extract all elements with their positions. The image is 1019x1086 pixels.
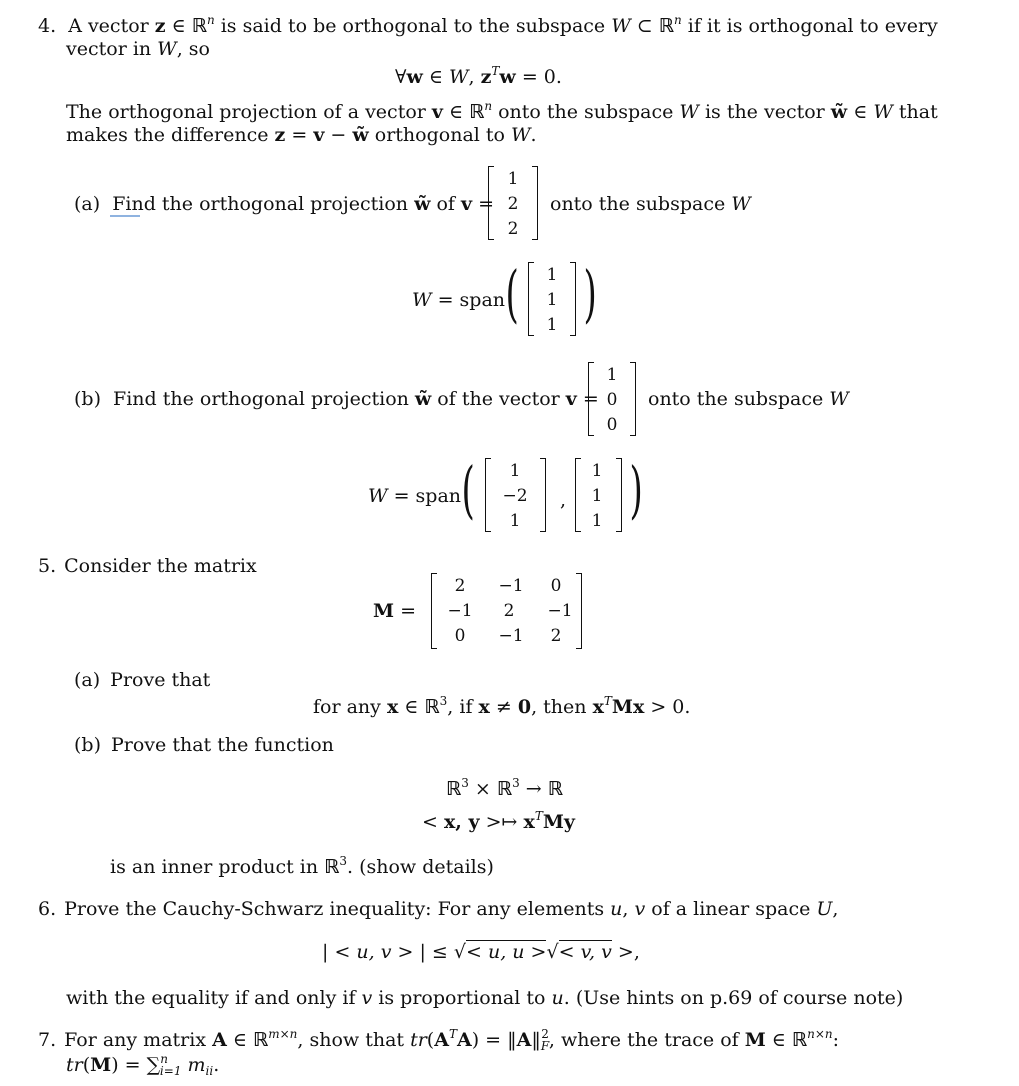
vector-v-left-bracket xyxy=(588,362,594,436)
cauchy-schwarz-inequality: | < u, v > | ≤ √< u, u >√< v, v >, xyxy=(322,941,640,963)
equality-condition: with the equality if and only if v is proportional to u. (Use hints on p.69 of course note) xyxy=(66,987,904,1009)
matrix-M-label: M = xyxy=(373,600,417,622)
span-vector-entry: 1 xyxy=(546,315,558,335)
part-5a-label: (a) Prove that xyxy=(74,669,211,691)
vector-v-entry: 2 xyxy=(507,219,519,239)
matrix-entry: 2 xyxy=(454,576,466,596)
vector-v-left-bracket xyxy=(488,166,494,240)
inner-product-statement: is an inner product in ℝ$^3$. (show details) xyxy=(110,854,494,878)
span-vector-1-left-bracket xyxy=(485,458,491,532)
vector-v-entry: 1 xyxy=(606,365,618,385)
part-4b-statement: (b) Find the orthogonal projection w̃ of the vector v = xyxy=(74,388,599,410)
span-vector-2-entry: 1 xyxy=(591,486,603,506)
matrix-entry: 2 xyxy=(550,626,562,646)
vector-v-entry: 2 xyxy=(507,194,519,214)
problem-4-line-1: 4. A vector z ∈ ℝ$^n$ is said to be orthogonal to the subspace W ⊂ ℝ$^n$ if it is orthogonal to every xyxy=(38,13,938,37)
problem-7-line-1: 7. For any matrix A ∈ ℝ$^{m\times n}$, show that $tr(A^TA)$ = $‖A‖_F^2$, where the trace of M ∈ ℝ$^{n\times n}$: xyxy=(38,1027,840,1053)
span-vector-2-left-bracket xyxy=(575,458,581,532)
vector-v-right-bracket xyxy=(630,362,636,436)
problem-4-line-2: vector in W, so xyxy=(66,38,210,60)
matrix-entry: −1 xyxy=(498,576,524,596)
positive-definite-statement: for any x ∈ ℝ$^3$, if x ≠ 0, then $x^TMx > 0$. xyxy=(313,694,691,718)
span-comma: , xyxy=(560,489,567,511)
open-paren: ( xyxy=(505,257,519,330)
inner-product-domain: ℝ$^3$ × ℝ$^3$ → ℝ xyxy=(446,776,563,800)
vector-v-entry: 0 xyxy=(606,415,618,435)
vector-v-right-bracket xyxy=(532,166,538,240)
close-paren: ) xyxy=(629,453,643,526)
span-vector-1-entry: 1 xyxy=(509,511,521,531)
vector-v-entry: 0 xyxy=(606,390,618,410)
part-4a-onto: onto the subspace W xyxy=(550,193,751,215)
problem-5-statement: 5. Consider the matrix xyxy=(38,555,257,577)
matrix-entry: 0 xyxy=(454,626,466,646)
matrix-left-bracket xyxy=(431,573,437,649)
span-vector-2-right-bracket xyxy=(616,458,622,532)
spellcheck-underline xyxy=(110,215,140,217)
problem-4-line-3: The orthogonal projection of a vector v ∈ ℝ$^n$ onto the subspace W is the vector w̃ ∈ W that xyxy=(66,99,938,123)
span-vector-1-right-bracket xyxy=(540,458,546,532)
part-4b-onto: onto the subspace W xyxy=(648,388,849,410)
part-5b-label: (b) Prove that the function xyxy=(74,734,334,756)
problem-6-statement: 6. Prove the Cauchy-Schwarz inequality: For any elements u, v of a linear space U, xyxy=(38,898,839,920)
part-4a-statement: (a) Find the orthogonal projection w̃ of v = xyxy=(74,193,495,215)
span-vector-2-entry: 1 xyxy=(591,461,603,481)
span-vector-1-entry: −2 xyxy=(502,486,528,506)
matrix-entry: −1 xyxy=(547,601,573,621)
span-vector-1-entry: 1 xyxy=(509,461,521,481)
span-W-4b: W = span xyxy=(368,485,462,507)
span-vector-left-bracket xyxy=(528,262,534,336)
problem-4-line-4: makes the difference z = v − w̃ orthogonal to W. xyxy=(66,124,537,146)
problem-7-line-2: tr(M) = ∑$^n_{i=1}$ $m_{ii}$. xyxy=(66,1052,220,1078)
span-W-4a: W = span xyxy=(412,289,506,311)
vector-v-entry: 1 xyxy=(507,169,519,189)
matrix-entry: −1 xyxy=(447,601,473,621)
span-vector-right-bracket xyxy=(570,262,576,336)
inner-product-mapping: < x, y >↦ $x^TMy$ xyxy=(422,809,575,833)
matrix-entry: 2 xyxy=(503,601,515,621)
matrix-entry: −1 xyxy=(498,626,524,646)
span-vector-2-entry: 1 xyxy=(591,511,603,531)
close-paren: ) xyxy=(583,257,597,330)
matrix-right-bracket xyxy=(576,573,582,649)
open-paren: ( xyxy=(461,453,475,526)
span-vector-entry: 1 xyxy=(546,265,558,285)
orthogonality-equation: ∀w ∈ W, $z^Tw = 0$. xyxy=(395,64,562,88)
span-vector-entry: 1 xyxy=(546,290,558,310)
matrix-entry: 0 xyxy=(550,576,562,596)
